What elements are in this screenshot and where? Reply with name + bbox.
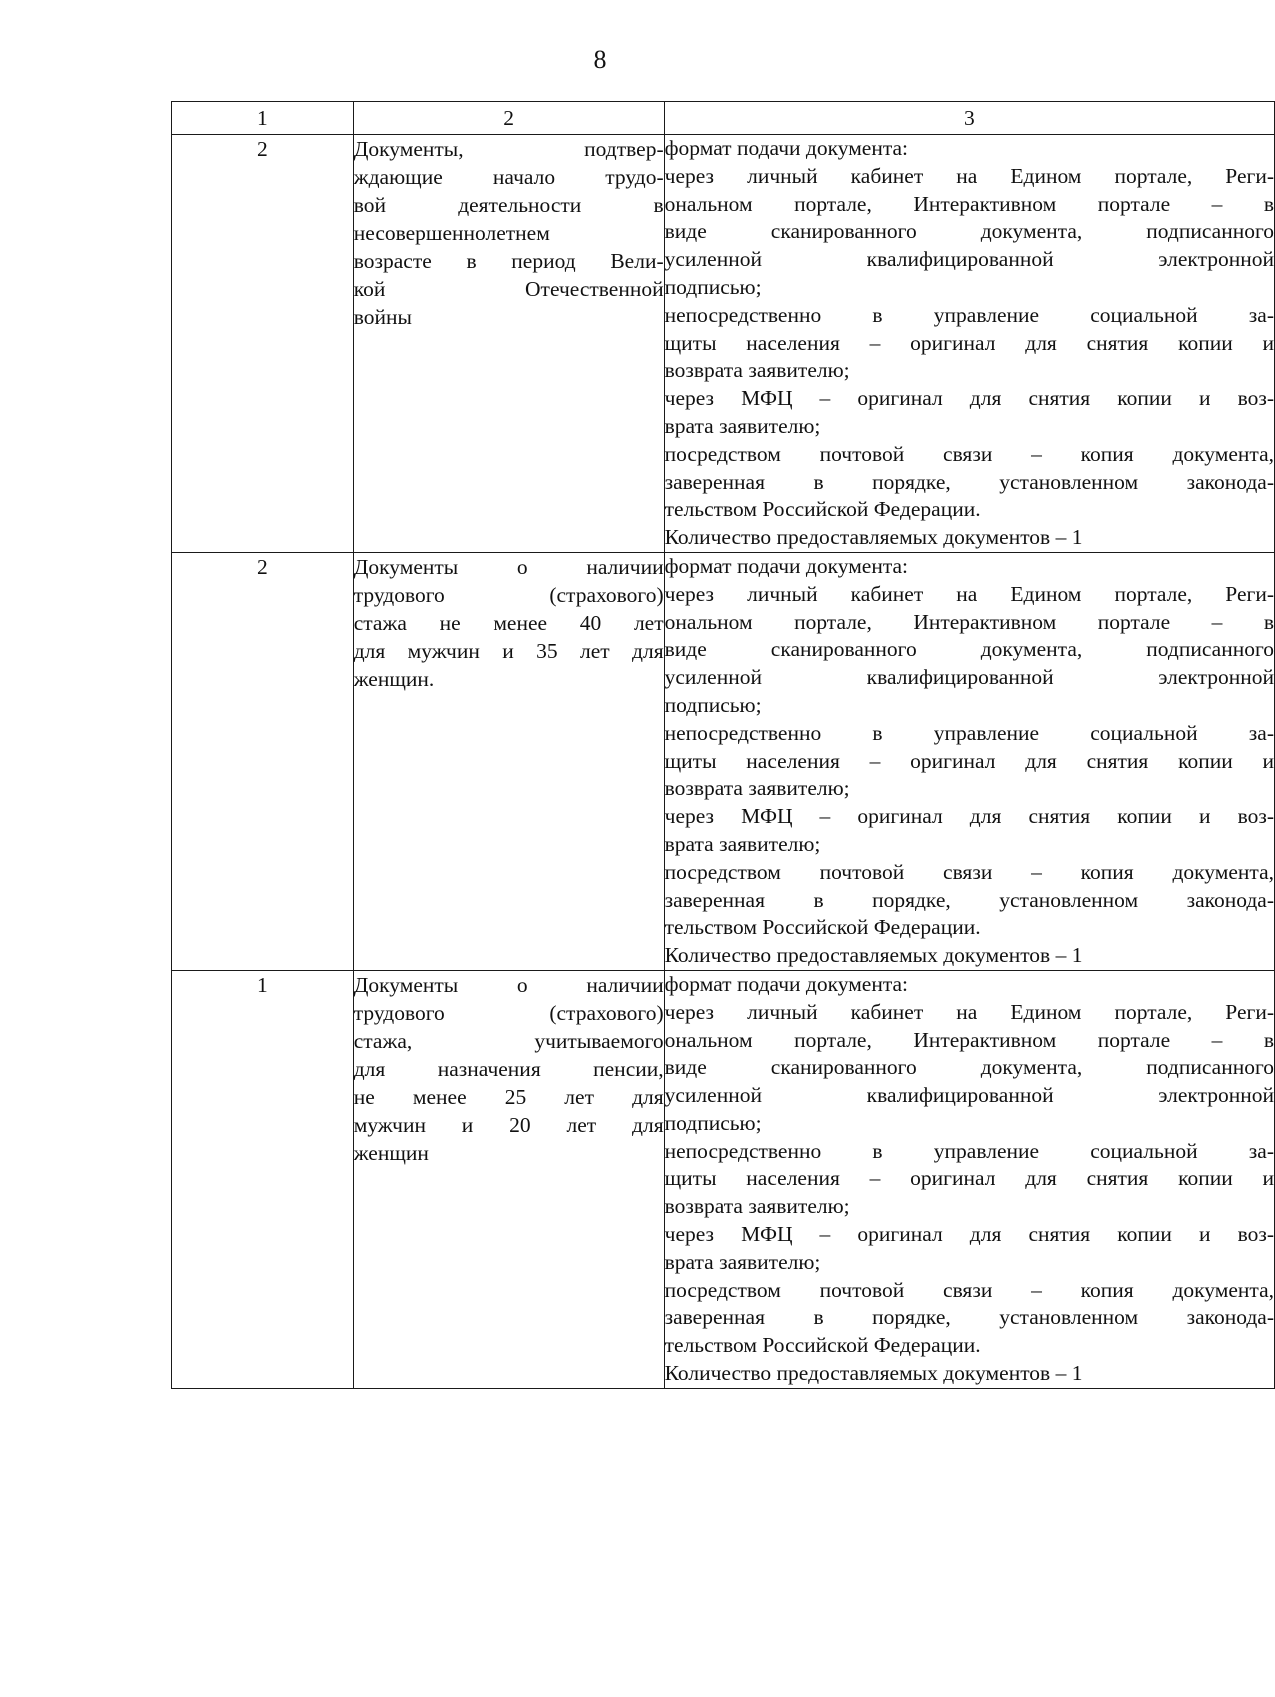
submission-format-line: ональном портале, Интерактивном портале – в (664, 191, 1274, 216)
submission-format-line: формат подачи документа: (664, 553, 909, 578)
document-name-line: стажа не менее 40 лет (353, 610, 664, 635)
submission-format-line: через личный кабинет на Едином портале, Реги- (664, 581, 1274, 606)
submission-format-line: врата заявителю; (664, 413, 821, 438)
submission-format-line: щиты населения – оригинал для снятия копии и (664, 1166, 1274, 1191)
submission-format-line: через личный кабинет на Едином портале, Реги- (664, 163, 1274, 188)
table-row (172, 135, 1275, 553)
submission-format-line: тельством Российской Федерации. (664, 915, 981, 940)
row-count-cell: 2 (172, 135, 354, 553)
submission-format-line: заверенная в порядке, установленном законода- (664, 469, 1274, 494)
submission-format-line: усиленной квалифицированной электронной (664, 1083, 1274, 1108)
table-header (172, 102, 1275, 135)
submission-format-line: Количество предоставляемых документов – 1 (664, 1361, 1083, 1386)
column-number-1: 1 (172, 102, 354, 135)
document-name-line: Документы, подтвер- (353, 137, 664, 161)
submission-format-line: через МФЦ – оригинал для снятия копии и воз- (664, 804, 1274, 829)
submission-format-line: возврата заявителю; (664, 358, 850, 383)
submission-format-line: посредством почтовой связи – копия документа, (664, 441, 1274, 466)
document-name-line: женщин. (353, 666, 435, 691)
submission-format-cell (664, 135, 1274, 553)
submission-format-line: подписью; (664, 274, 762, 299)
submission-format-line: посредством почтовой связи – копия документа, (664, 859, 1274, 884)
submission-format-line: виде сканированного документа, подписанного (664, 219, 1274, 244)
page-number: 8 (593, 45, 607, 74)
submission-format-line: подписью; (664, 692, 762, 717)
submission-format-line: Количество предоставляемых документов – 1 (664, 943, 1083, 968)
document-name-line: Документы о наличии (353, 972, 664, 997)
document-name-line: стажа, учитываемого (353, 1028, 664, 1053)
submission-format-cell (664, 970, 1274, 1388)
submission-format-line: усиленной квалифицированной электронной (664, 247, 1274, 272)
table-row (172, 552, 1275, 970)
row-count-cell: 1 (172, 970, 354, 1388)
submission-format-line: непосредственно в управление социальной за- (664, 1138, 1274, 1163)
document-name-line: несовершеннолетнем (353, 221, 550, 245)
document-name-line: для назначения пенсии, (353, 1056, 664, 1081)
table-row (172, 970, 1275, 1388)
documents-table (171, 101, 1275, 1389)
submission-format-line: возврата заявителю; (664, 1194, 850, 1219)
document-name-line: вой деятельности в (353, 193, 664, 217)
document-name-line: мужчин и 20 лет для (353, 1112, 664, 1137)
submission-format-line: ональном портале, Интерактивном портале – в (664, 1027, 1274, 1052)
submission-format-line: тельством Российской Федерации. (664, 1333, 981, 1358)
submission-format-line: заверенная в порядке, установленном законода- (664, 887, 1274, 912)
document-name-line: не менее 25 лет для (353, 1084, 664, 1109)
column-number-3: 3 (664, 102, 1274, 135)
submission-format-line: через МФЦ – оригинал для снятия копии и воз- (664, 386, 1274, 411)
submission-format-line: посредством почтовой связи – копия документа, (664, 1277, 1274, 1302)
document-name-line: кой Отечественной (353, 277, 664, 301)
submission-format-line: формат подачи документа: (664, 136, 909, 160)
column-number-2: 2 (353, 102, 664, 135)
document-name-cell (353, 552, 664, 970)
document-name-cell (353, 135, 664, 553)
document-name-cell (353, 970, 664, 1388)
submission-format-line: виде сканированного документа, подписанного (664, 637, 1274, 662)
submission-format-line: заверенная в порядке, установленном законода- (664, 1305, 1274, 1330)
submission-format-line: тельством Российской Федерации. (664, 497, 981, 522)
submission-format-line: виде сканированного документа, подписанного (664, 1055, 1274, 1080)
document-name-line: женщин (353, 1140, 429, 1165)
submission-format-line: формат подачи документа: (664, 971, 909, 996)
submission-format-cell (664, 552, 1274, 970)
submission-format-line: щиты населения – оригинал для снятия копии и (664, 748, 1274, 773)
submission-format-line: щиты населения – оригинал для снятия копии и (664, 330, 1274, 355)
submission-format-line: через МФЦ – оригинал для снятия копии и воз- (664, 1222, 1274, 1247)
submission-format-line: подписью; (664, 1110, 762, 1135)
document-name-line: трудового (страхового) (353, 582, 664, 607)
submission-format-line: Количество предоставляемых документов – 1 (664, 525, 1083, 550)
document-name-line: войны (353, 305, 412, 329)
row-count-cell: 2 (172, 552, 354, 970)
submission-format-line: возврата заявителю; (664, 776, 850, 801)
submission-format-line: врата заявителю; (664, 1249, 821, 1274)
submission-format-line: врата заявителю; (664, 831, 821, 856)
submission-format-line: ональном портале, Интерактивном портале – в (664, 609, 1274, 634)
document-name-line: Документы о наличии (353, 554, 664, 579)
submission-format-line: усиленной квалифицированной электронной (664, 665, 1274, 690)
document-name-line: ждающие начало трудо- (353, 165, 664, 189)
submission-format-line: через личный кабинет на Едином портале, Реги- (664, 999, 1274, 1024)
submission-format-line: непосредственно в управление социальной за- (664, 302, 1274, 327)
document-name-line: возрасте в период Вели- (353, 249, 664, 273)
document-name-line: трудового (страхового) (353, 1000, 664, 1025)
table-header-row (172, 102, 1275, 135)
submission-format-line: непосредственно в управление социальной за- (664, 720, 1274, 745)
document-name-line: для мужчин и 35 лет для (353, 638, 664, 663)
table-body (172, 135, 1275, 1389)
